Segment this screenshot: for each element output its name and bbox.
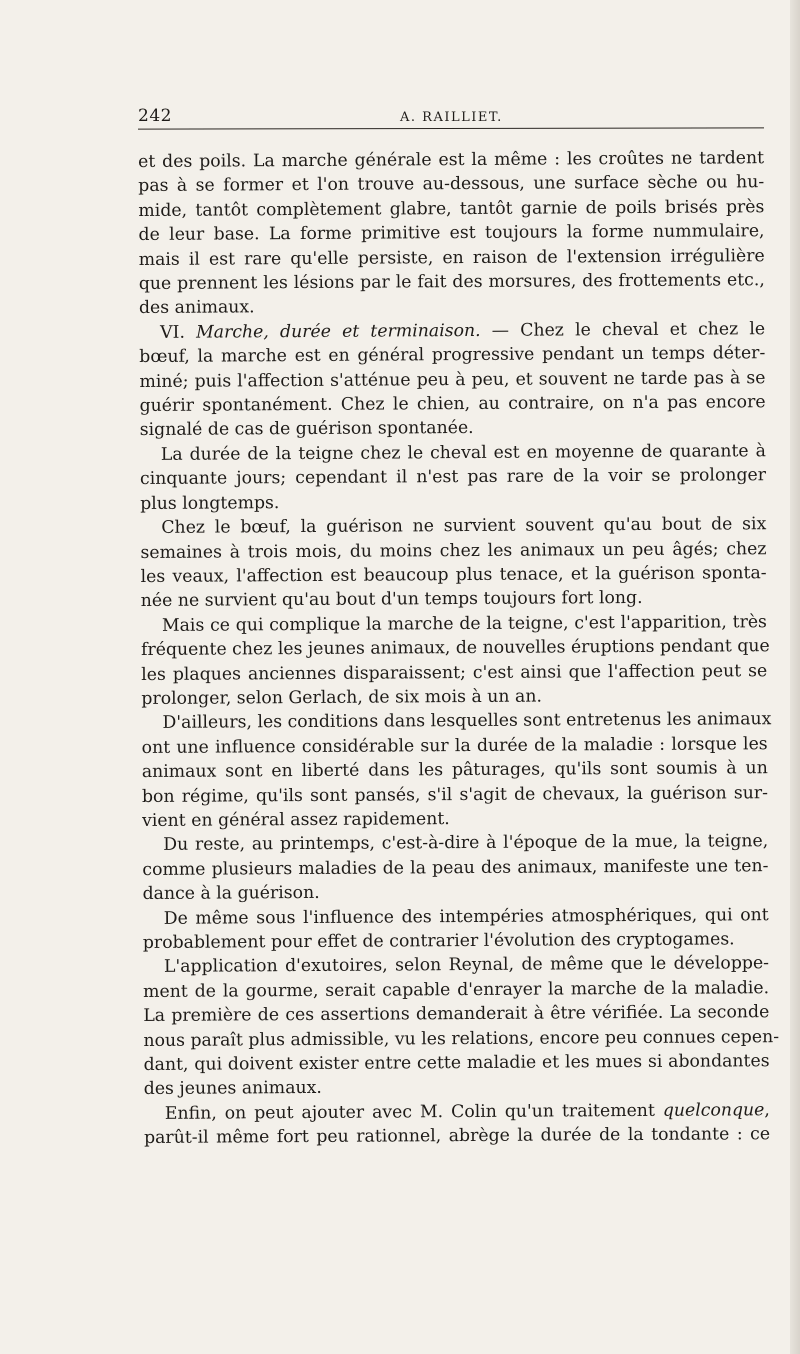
text-line: que prennent les lésions par le fait des morsures, des frottements etc., bbox=[138, 270, 765, 295]
paragraph-1 bbox=[138, 146, 765, 321]
paragraph-2 bbox=[139, 317, 766, 443]
text-line: ont une influence considérable sur la durée de la maladie : lorsque les bbox=[141, 733, 768, 758]
text-line: ment de la gourme, serait capable d'enrayer la marche de la maladie. bbox=[143, 977, 770, 1002]
text-line: signalé de cas de guérison spontanée. bbox=[139, 418, 474, 441]
text-line: animaux sont en liberté dans les pâturages, qu'ils sont soumis à un bbox=[141, 758, 768, 783]
text-line: La première de ces assertions demanderait à être vérifiée. La seconde bbox=[143, 1002, 770, 1027]
paragraph-8 bbox=[143, 903, 769, 956]
text-line: Du reste, au printemps, c'est-à-dire à l'époque de la mue, la teigne, bbox=[163, 831, 769, 856]
paragraph-5 bbox=[141, 610, 768, 711]
paragraph-7 bbox=[142, 830, 768, 907]
text-fragment: , bbox=[764, 1100, 770, 1121]
text-line: dance à la guérison. bbox=[142, 883, 320, 905]
text-line: les veaux, l'affection est beaucoup plus tenace, et la guérison sponta- bbox=[140, 563, 767, 587]
text-line: plus longtemps. bbox=[140, 492, 280, 514]
text-line: des jeunes animaux. bbox=[143, 1078, 322, 1100]
text-line: Chez le bœuf, la guérison ne survient souvent qu'au bout de six bbox=[161, 514, 767, 538]
text-line: dant, qui doivent exister entre cette maladie et les mues si abondantes bbox=[143, 1051, 770, 1076]
text-line: bon régime, qu'ils sont pansés, s'il s'agit de chevaux, la guérison sur- bbox=[141, 782, 768, 807]
page-header bbox=[138, 106, 763, 130]
text-line: bœuf, la marche est en général progressive pendant un temps déter- bbox=[139, 343, 766, 368]
text-line: probablement pour effet de contrarier l'évolution des cryptogames. bbox=[142, 929, 735, 953]
paragraph-10 bbox=[144, 1098, 770, 1151]
paragraph-6 bbox=[141, 708, 772, 834]
section-label: VI. bbox=[160, 322, 185, 343]
page-edge-shadow bbox=[790, 0, 800, 1354]
text-line: mais il est rare qu'elle persiste, en raison de l'extension irrégulière bbox=[138, 245, 765, 270]
text-fragment: — Chez le cheval et chez le bbox=[480, 319, 766, 341]
text-line: L'application d'exutoires, selon Reynal, de même que le développe- bbox=[163, 953, 770, 978]
text-line: D'ailleurs, les conditions dans lesquelles sont entretenus les animaux bbox=[162, 709, 772, 734]
text-line: miné; puis l'affection s'atténue peu à peu, et souvent ne tarde pas à se bbox=[139, 367, 766, 392]
italic-word: quelconque bbox=[662, 1100, 765, 1121]
text-line: parût-il même fort peu rationnel, abrège la durée de la tondante : ce bbox=[143, 1124, 771, 1149]
text-line: les plaques anciennes disparaissent; c'est ainsi que l'affection peut se bbox=[141, 660, 768, 685]
text-line: prolonger, selon Gerlach, de six mois à un an. bbox=[141, 686, 542, 709]
text-line: Mais ce qui complique la marche de la teigne, c'est l'apparition, très bbox=[161, 611, 767, 636]
page-number: 242 bbox=[138, 106, 172, 126]
text-line: vient en général assez rapidement. bbox=[142, 809, 450, 831]
text-line: guérir spontanément. Chez le chien, au contraire, on n'a pas encore bbox=[139, 392, 766, 417]
paragraph-9 bbox=[143, 952, 780, 1102]
body-text bbox=[138, 146, 780, 1150]
text-line: des animaux. bbox=[138, 297, 255, 319]
text-line: pas à se former et l'on trouve au-dessous, une surface sèche ou hu- bbox=[138, 172, 765, 197]
running-head: A. RAILLIET. bbox=[400, 110, 503, 125]
text-line: née ne survient qu'au bout d'un temps toujours fort long. bbox=[140, 588, 643, 612]
text-line: La durée de la teigne chez le cheval est en moyenne de quarante à bbox=[160, 441, 766, 465]
text-line: comme plusieurs maladies de la peau des animaux, manifeste une ten- bbox=[142, 855, 769, 880]
text-line: de leur base. La forme primitive est toujours la forme nummulaire, bbox=[138, 221, 765, 246]
paragraph-4 bbox=[140, 512, 767, 613]
section-title: Marche, durée et terminaison. bbox=[196, 320, 481, 343]
text-line: nous paraît plus admissible, vu les relations, encore peu connues cepen- bbox=[143, 1026, 780, 1051]
text-line: mide, tantôt complètement glabre, tantôt garnie de poils brisés près bbox=[138, 196, 765, 221]
text-line: De même sous l'influence des intempéries atmosphériques, qui ont bbox=[163, 904, 769, 929]
text-fragment: Enfin, on peut ajouter avec M. Colin qu'un traitement bbox=[164, 1100, 663, 1124]
text-line: fréquente chez les jeunes animaux, de nouvelles éruptions pendant que bbox=[140, 636, 770, 661]
text-line: cinquante jours; cependant il n'est pas rare de la voir se prolonger bbox=[139, 465, 767, 490]
text-line: semaines à trois mois, du moins chez les animaux un peu âgés; chez bbox=[140, 538, 767, 563]
text-line: et des poils. La marche générale est la même : les croûtes ne tardent bbox=[138, 148, 765, 172]
paragraph-3 bbox=[140, 439, 766, 516]
